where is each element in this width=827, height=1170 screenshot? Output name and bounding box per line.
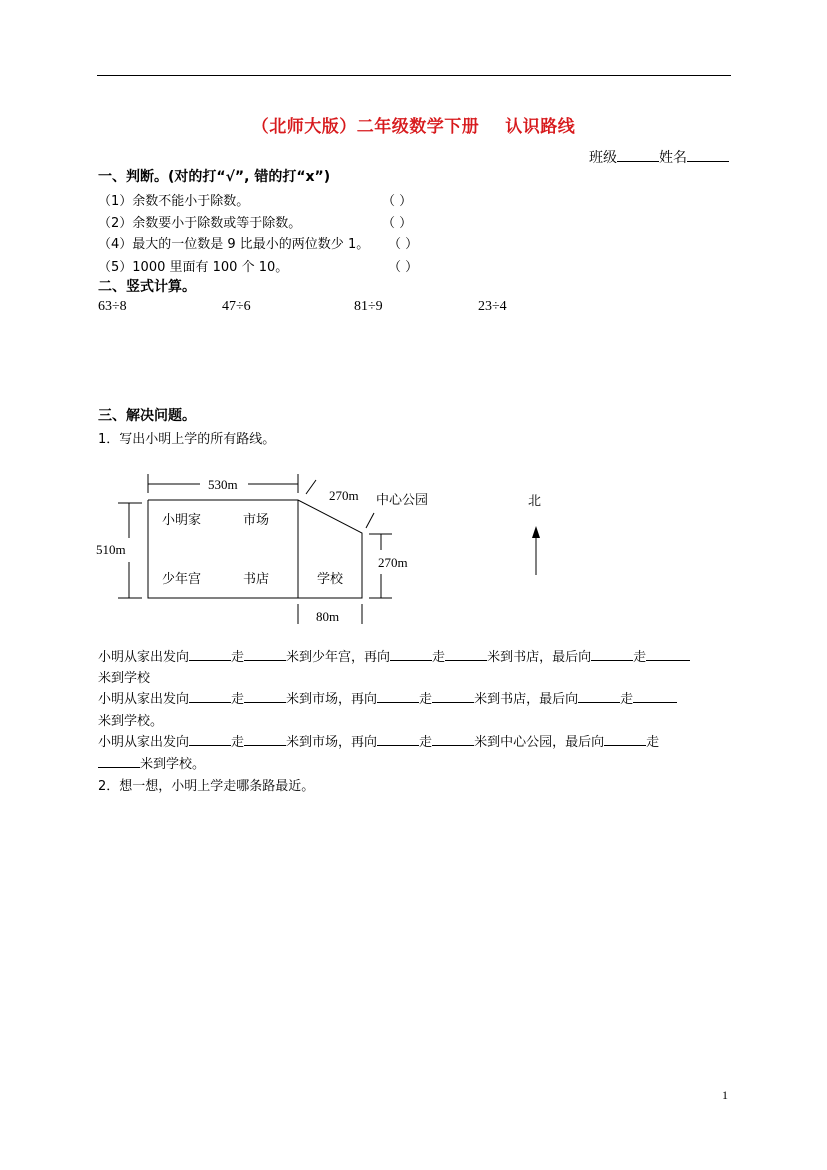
route-line-2 — [98, 688, 677, 707]
label-school: 学校 — [317, 572, 344, 587]
route-line-1-end: 米到学校 — [98, 671, 151, 686]
route-text: 米到少年宫，再向 — [286, 650, 391, 665]
route-line-2-end: 米到学校。 — [98, 714, 164, 729]
page-number: 1 — [722, 1088, 728, 1102]
label-market: 市场 — [243, 513, 270, 528]
label-bookstore: 书店 — [243, 572, 270, 587]
judge-item-3: （4）最大的一位数是 9 比最小的两位数少 1。 — [98, 237, 370, 252]
route-text: 小明从家出发向 — [98, 735, 190, 750]
calc-problem-3: 81÷9 — [354, 299, 383, 314]
judge-paren-1[interactable]: （ ） — [382, 194, 413, 209]
name-label: 姓名 — [659, 150, 687, 166]
dim-right-label: 270m — [378, 555, 408, 570]
label-youth-palace: 少年宫 — [162, 572, 202, 587]
section1-heading: 一、判断。(对的打“√”, 错的打“x”) — [98, 169, 331, 185]
label-park: 中心公园 — [376, 493, 429, 508]
route-text: 米到书店，最后向 — [474, 692, 579, 707]
fill-blank[interactable] — [189, 647, 231, 661]
calc-problem-4: 23÷4 — [478, 299, 507, 314]
class-label: 班级 — [589, 150, 617, 166]
fill-blank[interactable] — [189, 732, 231, 746]
label-home: 小明家 — [162, 513, 202, 528]
label-north: 北 — [528, 494, 542, 509]
fill-blank[interactable] — [633, 689, 677, 703]
calc-problem-1: 63÷8 — [98, 299, 127, 314]
fill-blank[interactable] — [445, 647, 487, 661]
dim-bottom-label: 80m — [316, 609, 340, 624]
route-text: 走 — [620, 692, 634, 707]
calc-problem-2: 47÷6 — [222, 299, 251, 314]
route-line-3 — [98, 731, 659, 750]
judge-item-1: （1）余数不能小于除数。 — [98, 194, 250, 209]
title-main: （北师大版）二年级数学下册 — [251, 117, 480, 137]
question-1: 1．写出小明上学的所有路线。 — [98, 432, 276, 447]
judge-paren-3[interactable]: （ ） — [388, 237, 419, 252]
section2-heading: 二、竖式计算。 — [98, 279, 196, 295]
fill-blank[interactable] — [578, 689, 620, 703]
fill-blank[interactable] — [604, 732, 646, 746]
fill-blank[interactable] — [189, 689, 231, 703]
route-text: 走 — [633, 650, 647, 665]
fill-blank[interactable] — [98, 754, 140, 768]
judge-paren-4[interactable]: （ ） — [388, 260, 419, 275]
route-text: 小明从家出发向 — [98, 650, 190, 665]
section3-heading: 三、解决问题。 — [98, 408, 196, 424]
route-line-1 — [98, 646, 690, 665]
fill-blank[interactable] — [646, 647, 690, 661]
fill-blank[interactable] — [244, 732, 286, 746]
fill-blank[interactable] — [390, 647, 432, 661]
title-topic: 认识路线 — [505, 117, 576, 137]
fill-blank[interactable] — [432, 689, 474, 703]
route-text: 走 — [419, 735, 433, 750]
dim-diag-tick-2 — [366, 513, 374, 528]
route-text: 米到学校。 — [140, 757, 206, 772]
route-text: 走 — [231, 650, 245, 665]
route-text: 走 — [231, 692, 245, 707]
route-text: 米到市场，再向 — [286, 735, 378, 750]
fill-blank[interactable] — [591, 647, 633, 661]
fill-blank[interactable] — [432, 732, 474, 746]
fill-blank[interactable] — [244, 689, 286, 703]
judge-item-4: （5）1000 里面有 100 个 10。 — [98, 260, 289, 275]
fill-blank[interactable] — [377, 732, 419, 746]
route-text: 米到书店，最后向 — [487, 650, 592, 665]
judge-item-2: （2）余数要小于除数或等于除数。 — [98, 216, 302, 231]
fill-blank[interactable] — [244, 647, 286, 661]
route-text: 走 — [231, 735, 245, 750]
route-text: 米到市场，再向 — [286, 692, 378, 707]
question-2: 2．想一想，小明上学走哪条路最近。 — [98, 779, 315, 794]
route-line-3-end — [98, 753, 205, 772]
judge-paren-2[interactable]: （ ） — [382, 216, 413, 231]
route-text: 米到中心公园，最后向 — [474, 735, 605, 750]
route-text: 走 — [646, 735, 660, 750]
route-text: 走 — [432, 650, 446, 665]
dim-left-label: 510m — [96, 542, 126, 557]
dim-top-label: 530m — [208, 477, 238, 492]
dim-diag-tick-1 — [306, 480, 316, 494]
dim-diagonal-label: 270m — [329, 488, 359, 503]
fill-blank[interactable] — [377, 689, 419, 703]
north-arrow-icon — [532, 526, 540, 538]
route-text: 小明从家出发向 — [98, 692, 190, 707]
route-text: 走 — [419, 692, 433, 707]
